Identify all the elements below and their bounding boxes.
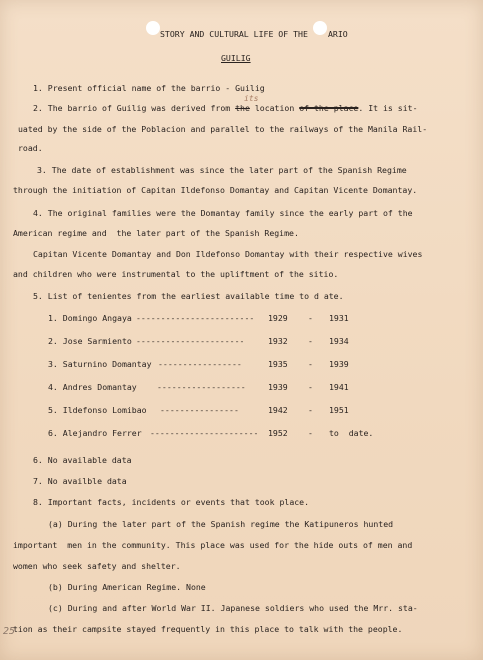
item-8c-line1: (c) During and after World War II. Japanese soldiers who used the Mrr. sta- [48,603,418,613]
item-8b: (b) During American Regime. None [48,582,206,592]
item-3-line2: through the initiation of Capitan Ildefonso Domantay and Capitan Vicente Domantay. [13,185,418,195]
item-4-line2: American regime and the later part of the Spanish Regime. [13,228,299,238]
punch-hole-left [146,21,160,35]
teniente-leader: ---------------- [160,405,239,415]
teniente-to: 1931 [329,313,349,323]
item-8c-line2: tion as their campsite stayed frequently in this place to talk with the people. [13,624,403,634]
teniente-from: 1942 [268,405,288,415]
item-2-line1 [33,103,418,113]
item-8a-line3: women who seek safety and shelter. [13,561,181,571]
teniente-name: 6. Alejandro Ferrer [48,428,142,438]
teniente-from: 1932 [268,336,288,346]
teniente-leader: ---------------------- [136,336,245,346]
item-2-text-c: . It is sit- [358,103,418,113]
document-subtitle: GUILIG [221,53,251,63]
teniente-leader: ------------------------ [136,313,255,323]
teniente-sep: - [308,313,313,323]
teniente-sep: - [308,428,313,438]
margin-handwritten-number: 25 [3,626,16,637]
teniente-name: 1. Domingo Angaya [48,313,132,323]
item-7: 7. No availble data [33,476,127,486]
item-3-line1: 3. The date of establishment was since the later part of the Spanish Regime [37,165,407,175]
item-4b-line2: and children who were instrumental to the upliftment of the sitio. [13,269,339,279]
item-4-line1: 4. The original families were the Domantay family since the early part of the [33,208,413,218]
teniente-sep: - [308,405,313,415]
teniente-name: 5. Ildefonso Lomibao [48,405,147,415]
item-4b-line1: Capitan Vicente Domantay and Don Ildefonso Domantay with their respective wives [33,249,423,259]
teniente-name: 4. Andres Domantay [48,382,137,392]
teniente-name: 3. Saturnino Domantay [48,359,152,369]
teniente-from: 1939 [268,382,288,392]
item-2-line3: road. [18,143,43,153]
teniente-to: to date. [329,428,374,438]
document-title-left: STORY AND CULTURAL LIFE OF THE [160,29,308,39]
teniente-sep: - [308,336,313,346]
item-8a-line1: (a) During the later part of the Spanish regime the Katipuneros hunted [48,519,394,529]
item-1: 1. Present official name of the barrio - Guilig [33,83,265,93]
teniente-from: 1929 [268,313,288,323]
teniente-to: 1939 [329,359,349,369]
teniente-from: 1952 [268,428,288,438]
teniente-name: 2. Jose Sarmiento [48,336,132,346]
teniente-leader: ----------------- [158,359,242,369]
item-2-text-a: 2. The barrio of Guilig was derived from [33,103,236,113]
item-2-struck-word: the [235,103,250,113]
item-2-line2: uated by the side of the Poblacion and parallel to the railways of the Manila Rail- [18,124,428,134]
item-8: 8. Important facts, incidents or events that took place. [33,497,310,507]
item-5: 5. List of tenientes from the earliest available time to d ate. [33,291,344,301]
item-6: 6. No available data [33,455,132,465]
teniente-sep: - [308,382,313,392]
teniente-leader: ------------------ [157,382,246,392]
handwritten-insert: its [244,94,259,103]
teniente-from: 1935 [268,359,288,369]
item-8a-line2: important men in the community. This place was used for the hide outs of men and [13,540,413,550]
teniente-leader: ---------------------- [150,428,259,438]
teniente-to: 1941 [329,382,349,392]
punch-hole-right [313,21,327,35]
teniente-sep: - [308,359,313,369]
document-title-right: ARIO [328,29,348,39]
teniente-to: 1951 [329,405,349,415]
item-2-text-b: location [249,103,300,113]
item-2-struck-phrase: of the place [299,103,359,113]
teniente-to: 1934 [329,336,349,346]
